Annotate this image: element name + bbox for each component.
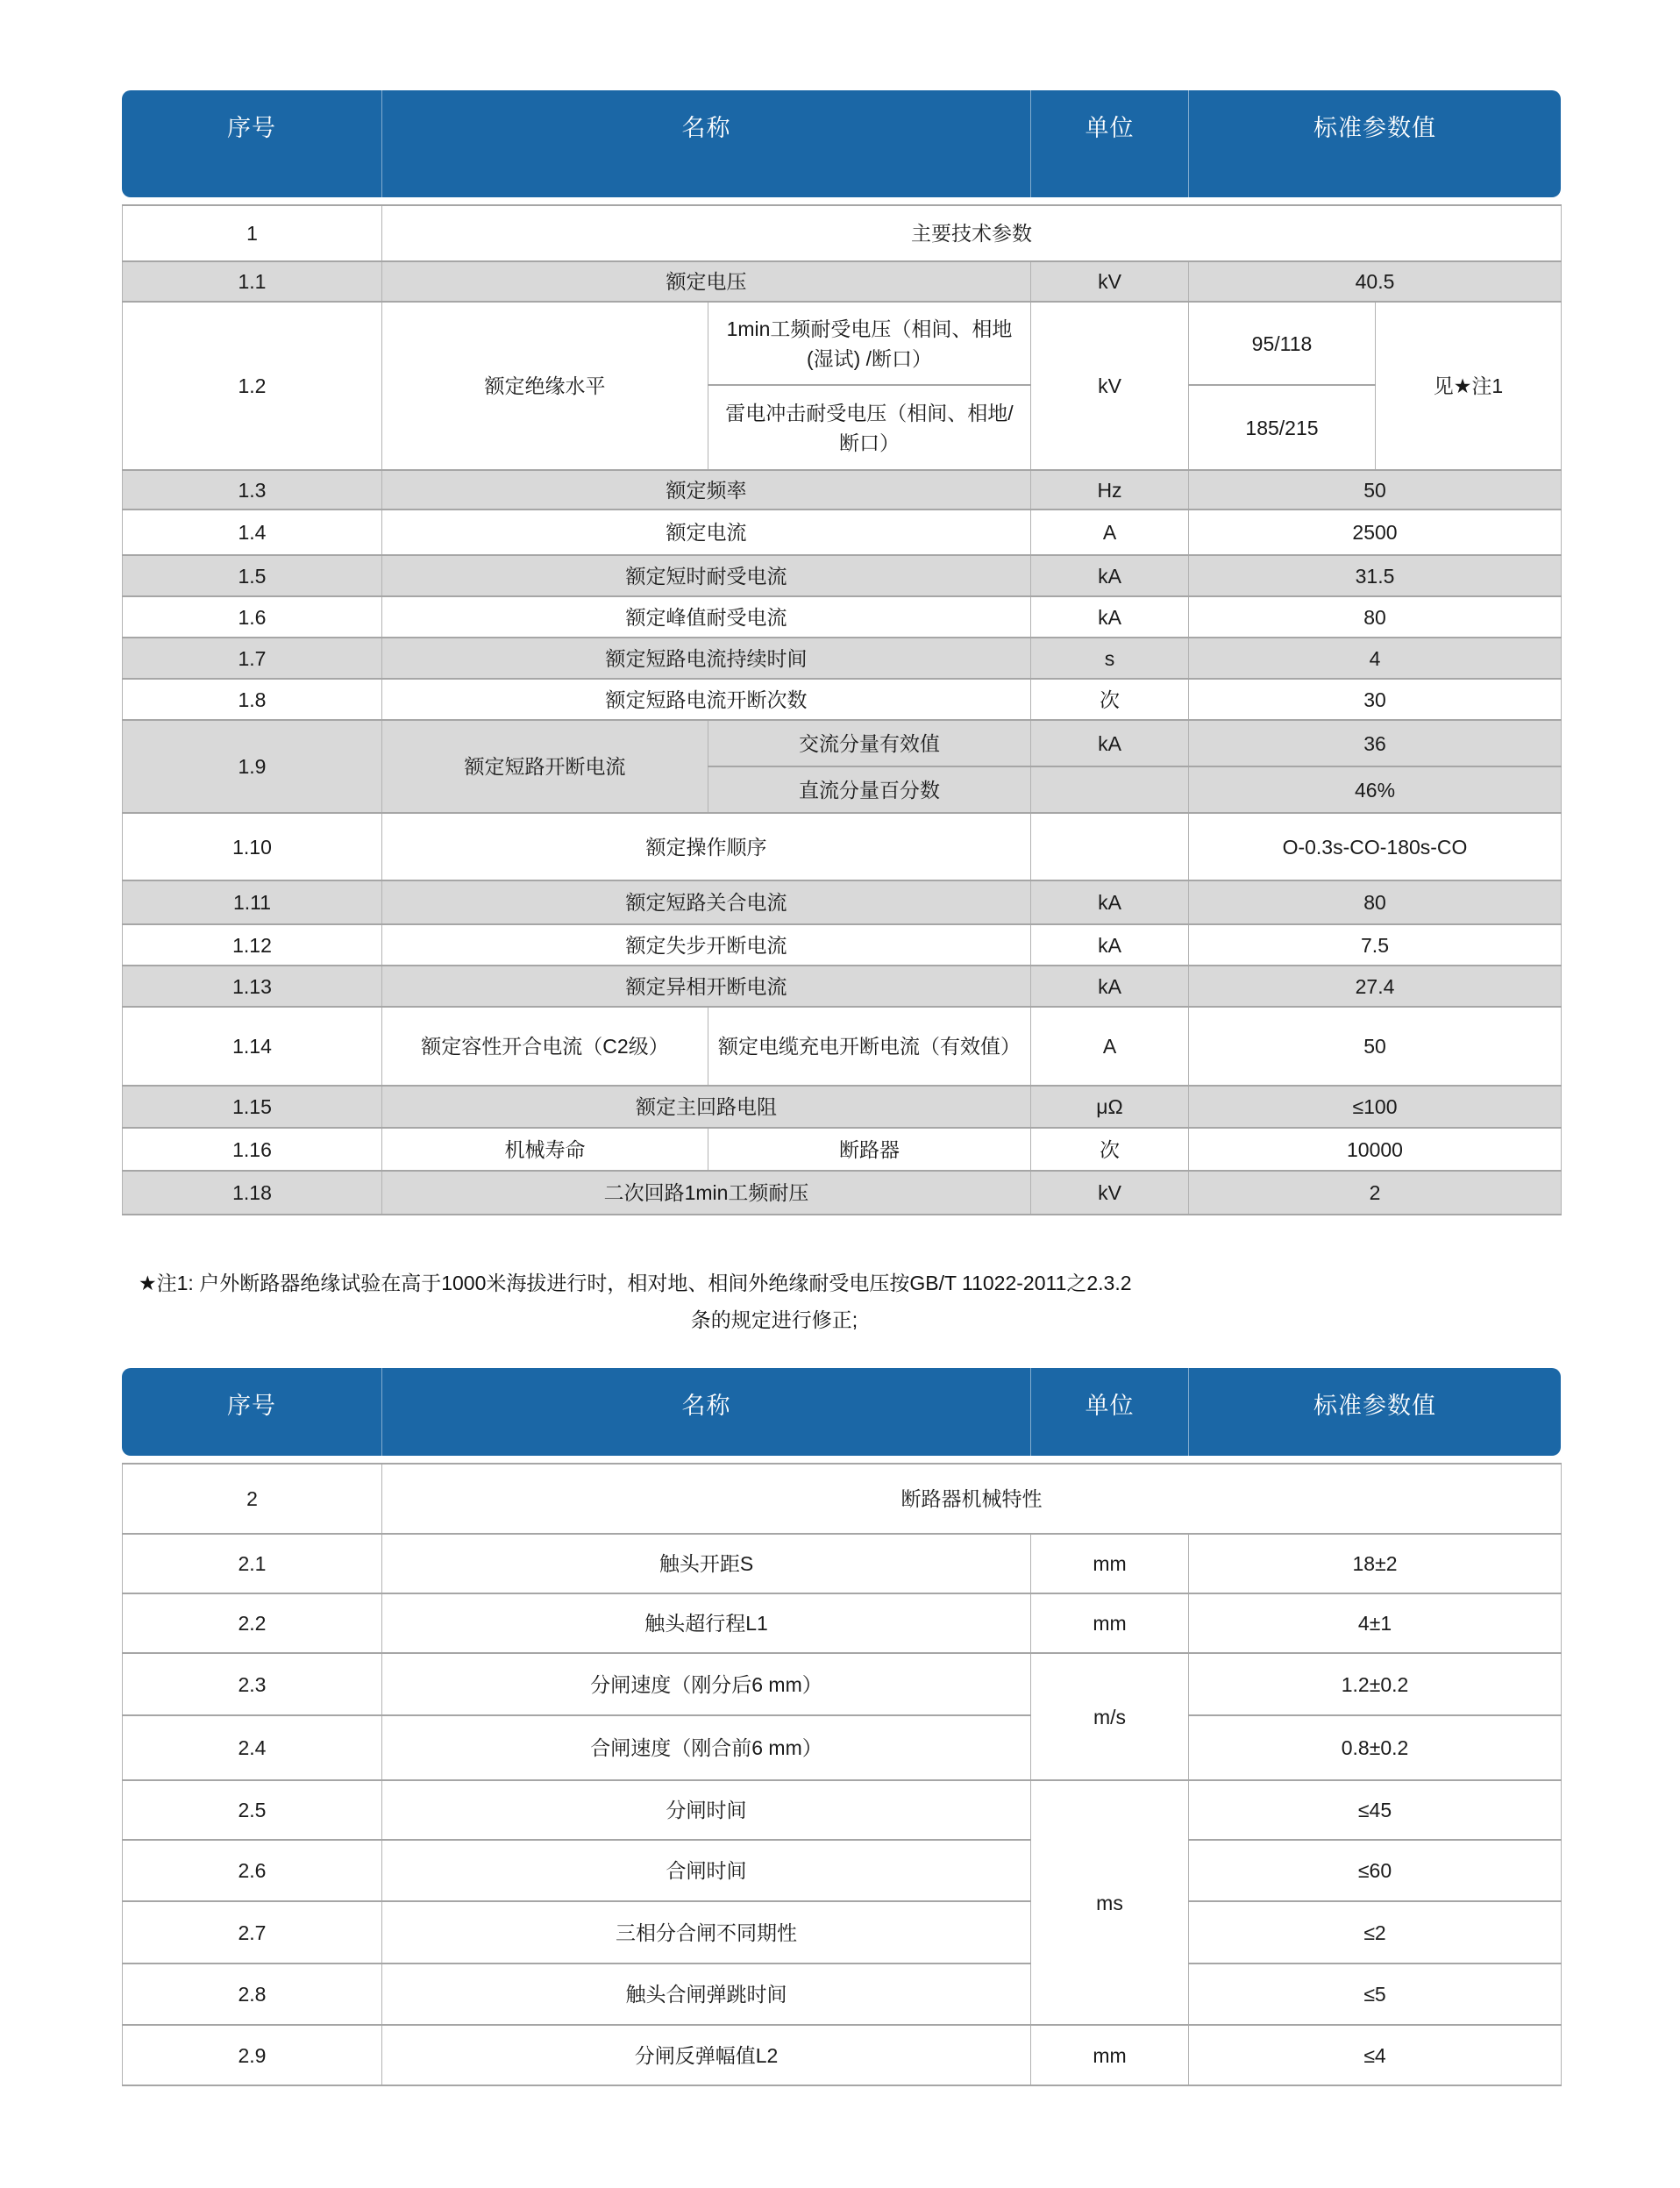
row-1-12	[123, 924, 1562, 966]
unit-cell: kA	[1031, 555, 1189, 596]
row-1-14	[123, 1007, 1562, 1086]
unit-cell: A	[1031, 1007, 1189, 1086]
unit-cell: kA	[1031, 966, 1189, 1007]
table1-body	[122, 204, 1562, 1215]
unit-cell	[1031, 766, 1189, 813]
value-cell: 31.5	[1189, 555, 1562, 596]
row-1-10	[123, 813, 1562, 880]
row-1-16	[123, 1128, 1562, 1171]
value-cell: 18±2	[1189, 1534, 1562, 1593]
seq-cell: 1.10	[123, 813, 382, 880]
name-cell: 额定短路开断电流	[382, 720, 708, 813]
value-cell: 185/215	[1189, 385, 1376, 470]
name-cell: 分闸速度（刚分后6 mm）	[382, 1653, 1031, 1715]
note-ref-cell: 见★注1	[1376, 302, 1562, 470]
value-cell: ≤5	[1189, 1963, 1562, 2025]
value-cell: 27.4	[1189, 966, 1562, 1007]
table-main-params	[122, 0, 1561, 1215]
name-cell: 额定电压	[382, 261, 1031, 302]
row-2	[123, 1464, 1562, 1534]
name-cell: 额定峰值耐受电流	[382, 596, 1031, 638]
row-2-9	[123, 2025, 1562, 2085]
row-1-2a	[123, 302, 1562, 385]
value-cell: ≤45	[1189, 1780, 1562, 1840]
subname-cell: 交流分量有效值	[708, 720, 1031, 766]
value-cell: 50	[1189, 1007, 1562, 1086]
row-1-1	[123, 261, 1562, 302]
name-cell: 额定电流	[382, 510, 1031, 555]
value-cell: O-0.3s-CO-180s-CO	[1189, 813, 1562, 880]
row-1-3	[123, 470, 1562, 510]
value-cell: 80	[1189, 880, 1562, 924]
seq-cell: 1.6	[123, 596, 382, 638]
name-cell: 分闸反弹幅值L2	[382, 2025, 1031, 2085]
name-cell: 额定短路电流开断次数	[382, 679, 1031, 720]
subname-cell: 1min工频耐受电压（相间、相地(湿试) /断口）	[708, 302, 1031, 385]
row-1-18	[123, 1171, 1562, 1215]
unit-cell: kV	[1031, 261, 1189, 302]
unit-cell: mm	[1031, 1593, 1189, 1653]
table1-header-value: 标准参数值	[1188, 90, 1561, 197]
value-cell: 30	[1189, 679, 1562, 720]
name-cell: 额定失步开断电流	[382, 924, 1031, 966]
value-cell: 0.8±0.2	[1189, 1715, 1562, 1780]
seq-cell: 1.9	[123, 720, 382, 813]
row-2-8	[123, 1963, 1562, 2025]
value-cell: 95/118	[1189, 302, 1376, 385]
table1-header-name: 名称	[381, 90, 1030, 197]
row-2-7	[123, 1901, 1562, 1963]
value-cell: 50	[1189, 470, 1562, 510]
seq-cell: 1.15	[123, 1086, 382, 1128]
name-cell: 合闸时间	[382, 1840, 1031, 1901]
name-cell: 额定主回路电阻	[382, 1086, 1031, 1128]
value-cell: 4	[1189, 638, 1562, 679]
value-cell: ≤2	[1189, 1901, 1562, 1963]
name-cell: 触头开距S	[382, 1534, 1031, 1593]
name-cell: 额定短路关合电流	[382, 880, 1031, 924]
unit-cell: s	[1031, 638, 1189, 679]
seq-cell: 1.3	[123, 470, 382, 510]
seq-cell: 2.8	[123, 1963, 382, 2025]
unit-cell: m/s	[1031, 1653, 1189, 1780]
name-cell: 额定操作顺序	[382, 813, 1031, 880]
unit-cell: ms	[1031, 1780, 1189, 2025]
subname-cell: 直流分量百分数	[708, 766, 1031, 813]
subname-cell: 额定电缆充电开断电流（有效值）	[708, 1007, 1031, 1086]
table1-header-seq: 序号	[227, 115, 276, 141]
row-1-15	[123, 1086, 1562, 1128]
row-1-6	[123, 596, 1562, 638]
row-1-5	[123, 555, 1562, 596]
name-cell: 三相分合闸不同期性	[382, 1901, 1031, 1963]
unit-cell: Hz	[1031, 470, 1189, 510]
unit-cell: kA	[1031, 924, 1189, 966]
seq-cell: 1.4	[123, 510, 382, 555]
value-cell: ≤100	[1189, 1086, 1562, 1128]
unit-cell: kA	[1031, 596, 1189, 638]
name-cell: 额定容性开合电流（C2级）	[382, 1007, 708, 1086]
row-1-7	[123, 638, 1562, 679]
unit-cell: mm	[1031, 1534, 1189, 1593]
unit-cell: kA	[1031, 880, 1189, 924]
seq-cell: 2.9	[123, 2025, 382, 2085]
row-2-1	[123, 1534, 1562, 1593]
seq-cell: 1.16	[123, 1128, 382, 1171]
unit-cell	[1031, 813, 1189, 880]
value-cell: 40.5	[1189, 261, 1562, 302]
row-2-2	[123, 1593, 1562, 1653]
seq-cell: 1.13	[123, 966, 382, 1007]
seq-cell: 1.8	[123, 679, 382, 720]
row-1-13	[123, 966, 1562, 1007]
table2-body	[122, 1463, 1562, 2086]
value-cell: 36	[1189, 720, 1562, 766]
row-1-4	[123, 510, 1562, 555]
seq-cell: 2	[123, 1464, 382, 1534]
unit-cell: A	[1031, 510, 1189, 555]
value-cell: 4±1	[1189, 1593, 1562, 1653]
value-cell: 46%	[1189, 766, 1562, 813]
name-cell: 触头超行程L1	[382, 1593, 1031, 1653]
subname-cell: 雷电冲击耐受电压（相间、相地/断口）	[708, 385, 1031, 470]
unit-cell: 次	[1031, 1128, 1189, 1171]
seq-cell: 1	[123, 205, 382, 261]
name-cell: 额定绝缘水平	[382, 302, 708, 470]
seq-cell: 1.5	[123, 555, 382, 596]
subname-cell: 断路器	[708, 1128, 1031, 1171]
row-1	[123, 205, 1562, 261]
table2-header-bar	[122, 1368, 1561, 1456]
table1-header-bar	[122, 90, 1561, 197]
value-cell: 2500	[1189, 510, 1562, 555]
value-cell: ≤4	[1189, 2025, 1562, 2085]
unit-cell: 次	[1031, 679, 1189, 720]
footnote	[139, 1265, 1410, 1338]
name-cell: 额定异相开断电流	[382, 966, 1031, 1007]
name-cell: 合闸速度（刚合前6 mm）	[382, 1715, 1031, 1780]
unit-cell: mm	[1031, 2025, 1189, 2085]
seq-cell: 2.5	[123, 1780, 382, 1840]
table1-header-unit: 单位	[1030, 90, 1188, 197]
row-2-3	[123, 1653, 1562, 1715]
value-cell: 1.2±0.2	[1189, 1653, 1562, 1715]
value-cell: 10000	[1189, 1128, 1562, 1171]
table2-header-value: 标准参数值	[1188, 1368, 1561, 1456]
row-1-9a	[123, 720, 1562, 766]
name-cell: 机械寿命	[382, 1128, 708, 1171]
value-cell: 80	[1189, 596, 1562, 638]
seq-cell: 2.6	[123, 1840, 382, 1901]
name-cell: 二次回路1min工频耐压	[382, 1171, 1031, 1215]
footnote-line1: ★注1: 户外断路器绝缘试验在高于1000米海拔进行时，相对地、相间外绝缘耐受电压按GB/T 11022-2011之2.3.2	[139, 1272, 1132, 1294]
unit-cell: kV	[1031, 302, 1189, 470]
row-1-8	[123, 679, 1562, 720]
table-mechanical-params	[122, 1368, 1561, 2086]
row-2-4	[123, 1715, 1562, 1780]
value-cell: ≤60	[1189, 1840, 1562, 1901]
seq-cell: 1.2	[123, 302, 382, 470]
seq-cell: 1.1	[123, 261, 382, 302]
value-cell: 7.5	[1189, 924, 1562, 966]
row-2-5	[123, 1780, 1562, 1840]
seq-cell: 2.4	[123, 1715, 382, 1780]
seq-cell: 1.12	[123, 924, 382, 966]
row-1-11	[123, 880, 1562, 924]
name-cell: 触头合闸弹跳时间	[382, 1963, 1031, 2025]
table2-header-name: 名称	[381, 1368, 1030, 1456]
unit-cell: kA	[1031, 720, 1189, 766]
footnote-line2: 条的规定进行修正;	[690, 1308, 858, 1331]
seq-cell: 2.2	[123, 1593, 382, 1653]
unit-cell: μΩ	[1031, 1086, 1189, 1128]
value-cell: 2	[1189, 1171, 1562, 1215]
seq-cell: 1.14	[123, 1007, 382, 1086]
seq-cell: 2.7	[123, 1901, 382, 1963]
name-cell: 断路器机械特性	[382, 1464, 1562, 1534]
name-cell: 额定短路电流持续时间	[382, 638, 1031, 679]
row-2-6	[123, 1840, 1562, 1901]
seq-cell: 2.3	[123, 1653, 382, 1715]
seq-cell: 1.7	[123, 638, 382, 679]
table2-header-seq: 序号	[227, 1393, 276, 1419]
unit-cell: kV	[1031, 1171, 1189, 1215]
name-cell: 分闸时间	[382, 1780, 1031, 1840]
seq-cell: 1.18	[123, 1171, 382, 1215]
name-cell: 额定频率	[382, 470, 1031, 510]
name-cell: 额定短时耐受电流	[382, 555, 1031, 596]
seq-cell: 2.1	[123, 1534, 382, 1593]
seq-cell: 1.11	[123, 880, 382, 924]
table2-header-unit: 单位	[1030, 1368, 1188, 1456]
name-cell: 主要技术参数	[382, 205, 1562, 261]
